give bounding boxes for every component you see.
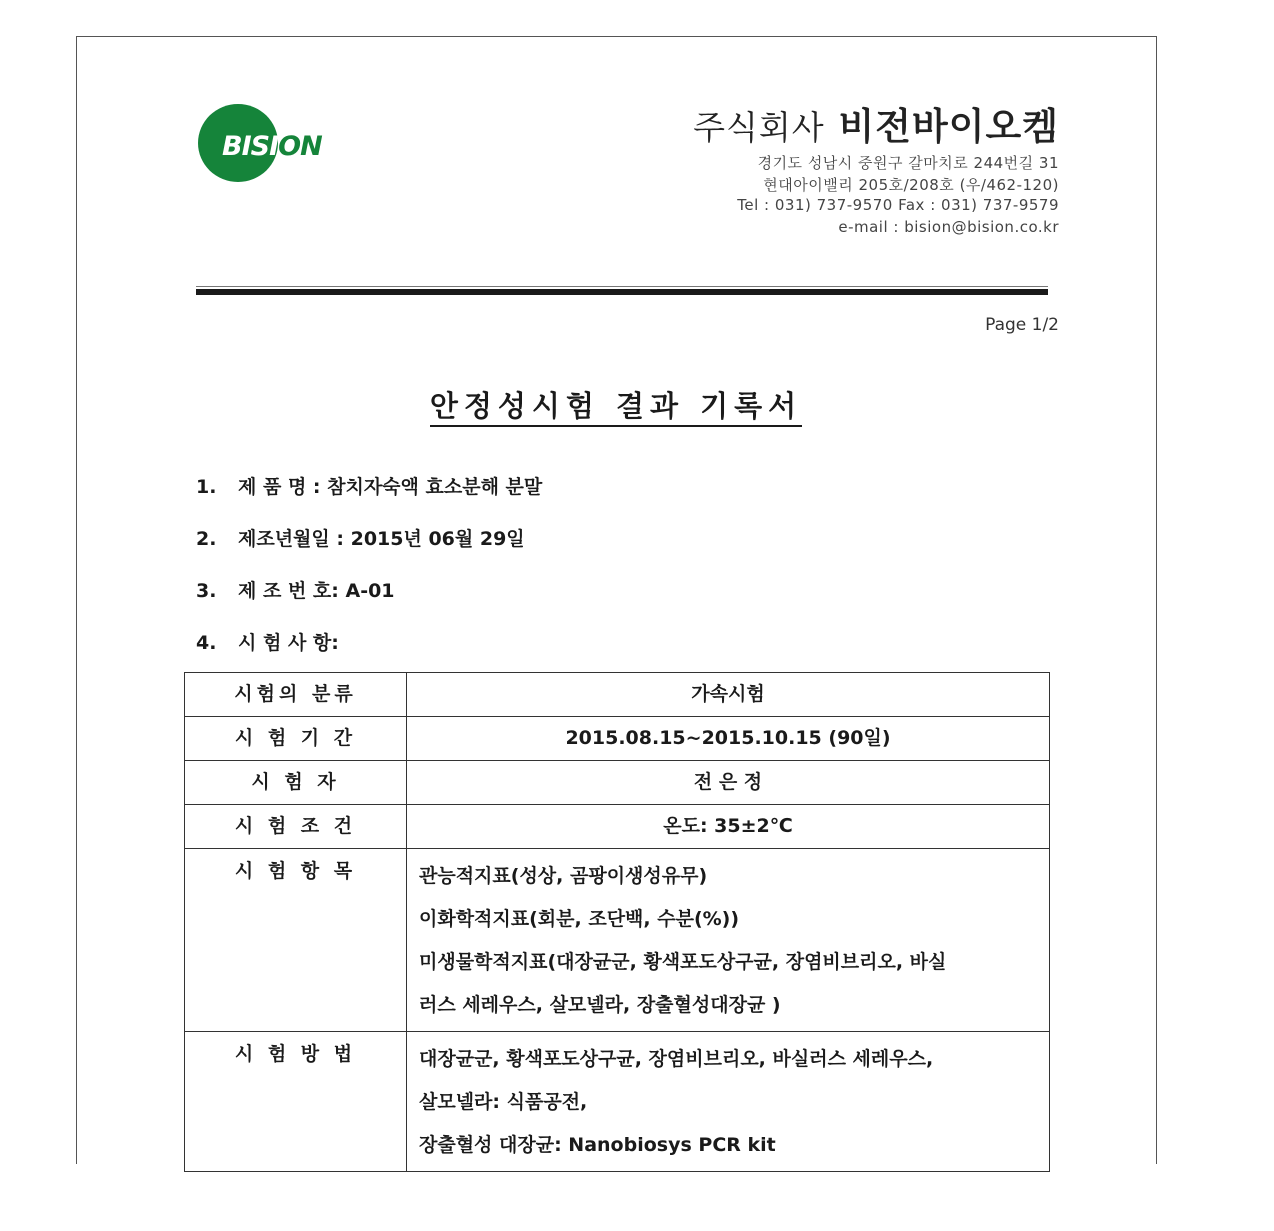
table-value-cell: 가속시험 <box>691 683 765 705</box>
table-value-cell <box>407 1032 1049 1171</box>
test-item-line: 러스 세레우스, 살모넬라, 장출혈성대장균 ) <box>419 994 781 1016</box>
table-value-cell: 전 은 정 <box>693 771 763 793</box>
test-details-table <box>184 672 1050 1172</box>
table-key-cell: 시 험 항 목 <box>185 849 407 1031</box>
test-item-line: 관능적지표(성상, 곰팡이생성유무) <box>419 865 708 887</box>
company-phone-fax: Tel : 031) 737-9570 Fax : 031) 737-9579 <box>737 196 1059 214</box>
test-method-line: 대장균군, 황색포도상구균, 장염비브리오, 바실러스 세레우스, <box>419 1048 934 1070</box>
company-name-prefix: 주식회사 <box>693 108 825 147</box>
item-manufacture-date: 2. 제조년월일 : 2015년 06월 29일 <box>196 528 525 550</box>
company-logo-text: BISION <box>222 131 322 162</box>
table-row <box>185 804 1049 848</box>
table-value-cell: 2015.08.15~2015.10.15 (90일) <box>565 727 891 749</box>
company-address-line2: 현대아이밸리 205호/208호 (우/462-120) <box>763 176 1059 194</box>
table-key-cell: 시험의 분류 <box>185 673 407 716</box>
document-title: 안정성시험 결과 기록서 <box>0 384 1232 425</box>
page-border-left <box>76 36 77 1164</box>
table-row <box>185 716 1049 760</box>
header-divider <box>196 289 1048 295</box>
company-address-line1: 경기도 성남시 중원구 갈마치로 244번길 31 <box>757 154 1059 172</box>
item-product-name: 1. 제 품 명 : 참치자숙액 효소분해 분말 <box>196 476 543 498</box>
page-border-top <box>76 36 1156 37</box>
table-key-cell: 시 험 방 법 <box>185 1032 407 1171</box>
table-value-cell <box>407 849 1049 1031</box>
company-name <box>693 96 1059 150</box>
table-row-test-method <box>185 1031 1049 1171</box>
test-item-line: 미생물학적지표(대장균군, 황색포도상구균, 장염비브리오, 바실 <box>419 951 947 973</box>
header-divider-thin <box>196 286 1048 287</box>
table-row <box>185 760 1049 804</box>
page-border-right <box>1156 36 1157 1164</box>
company-name-main: 비전바이오켐 <box>838 105 1059 148</box>
company-email: e-mail : bision@bision.co.kr <box>838 218 1059 236</box>
test-item-line: 이화학적지표(회분, 조단백, 수분(%)) <box>419 908 740 930</box>
table-row <box>185 673 1049 716</box>
table-row-test-items <box>185 848 1049 1031</box>
table-key-cell: 시 험 자 <box>185 761 407 804</box>
item-lot-number: 3. 제 조 번 호: A-01 <box>196 580 395 602</box>
table-key-cell: 시 험 기 간 <box>185 717 407 760</box>
item-test-details: 4. 시 험 사 항: <box>196 632 339 654</box>
test-method-line: 살모넬라: 식품공전, <box>419 1091 588 1113</box>
table-value-cell: 온도: 35±2℃ <box>663 815 793 837</box>
test-method-line: 장출혈성 대장균: Nanobiosys PCR kit <box>419 1134 776 1156</box>
page-number: Page 1/2 <box>985 315 1059 335</box>
table-key-cell: 시 험 조 건 <box>185 805 407 848</box>
